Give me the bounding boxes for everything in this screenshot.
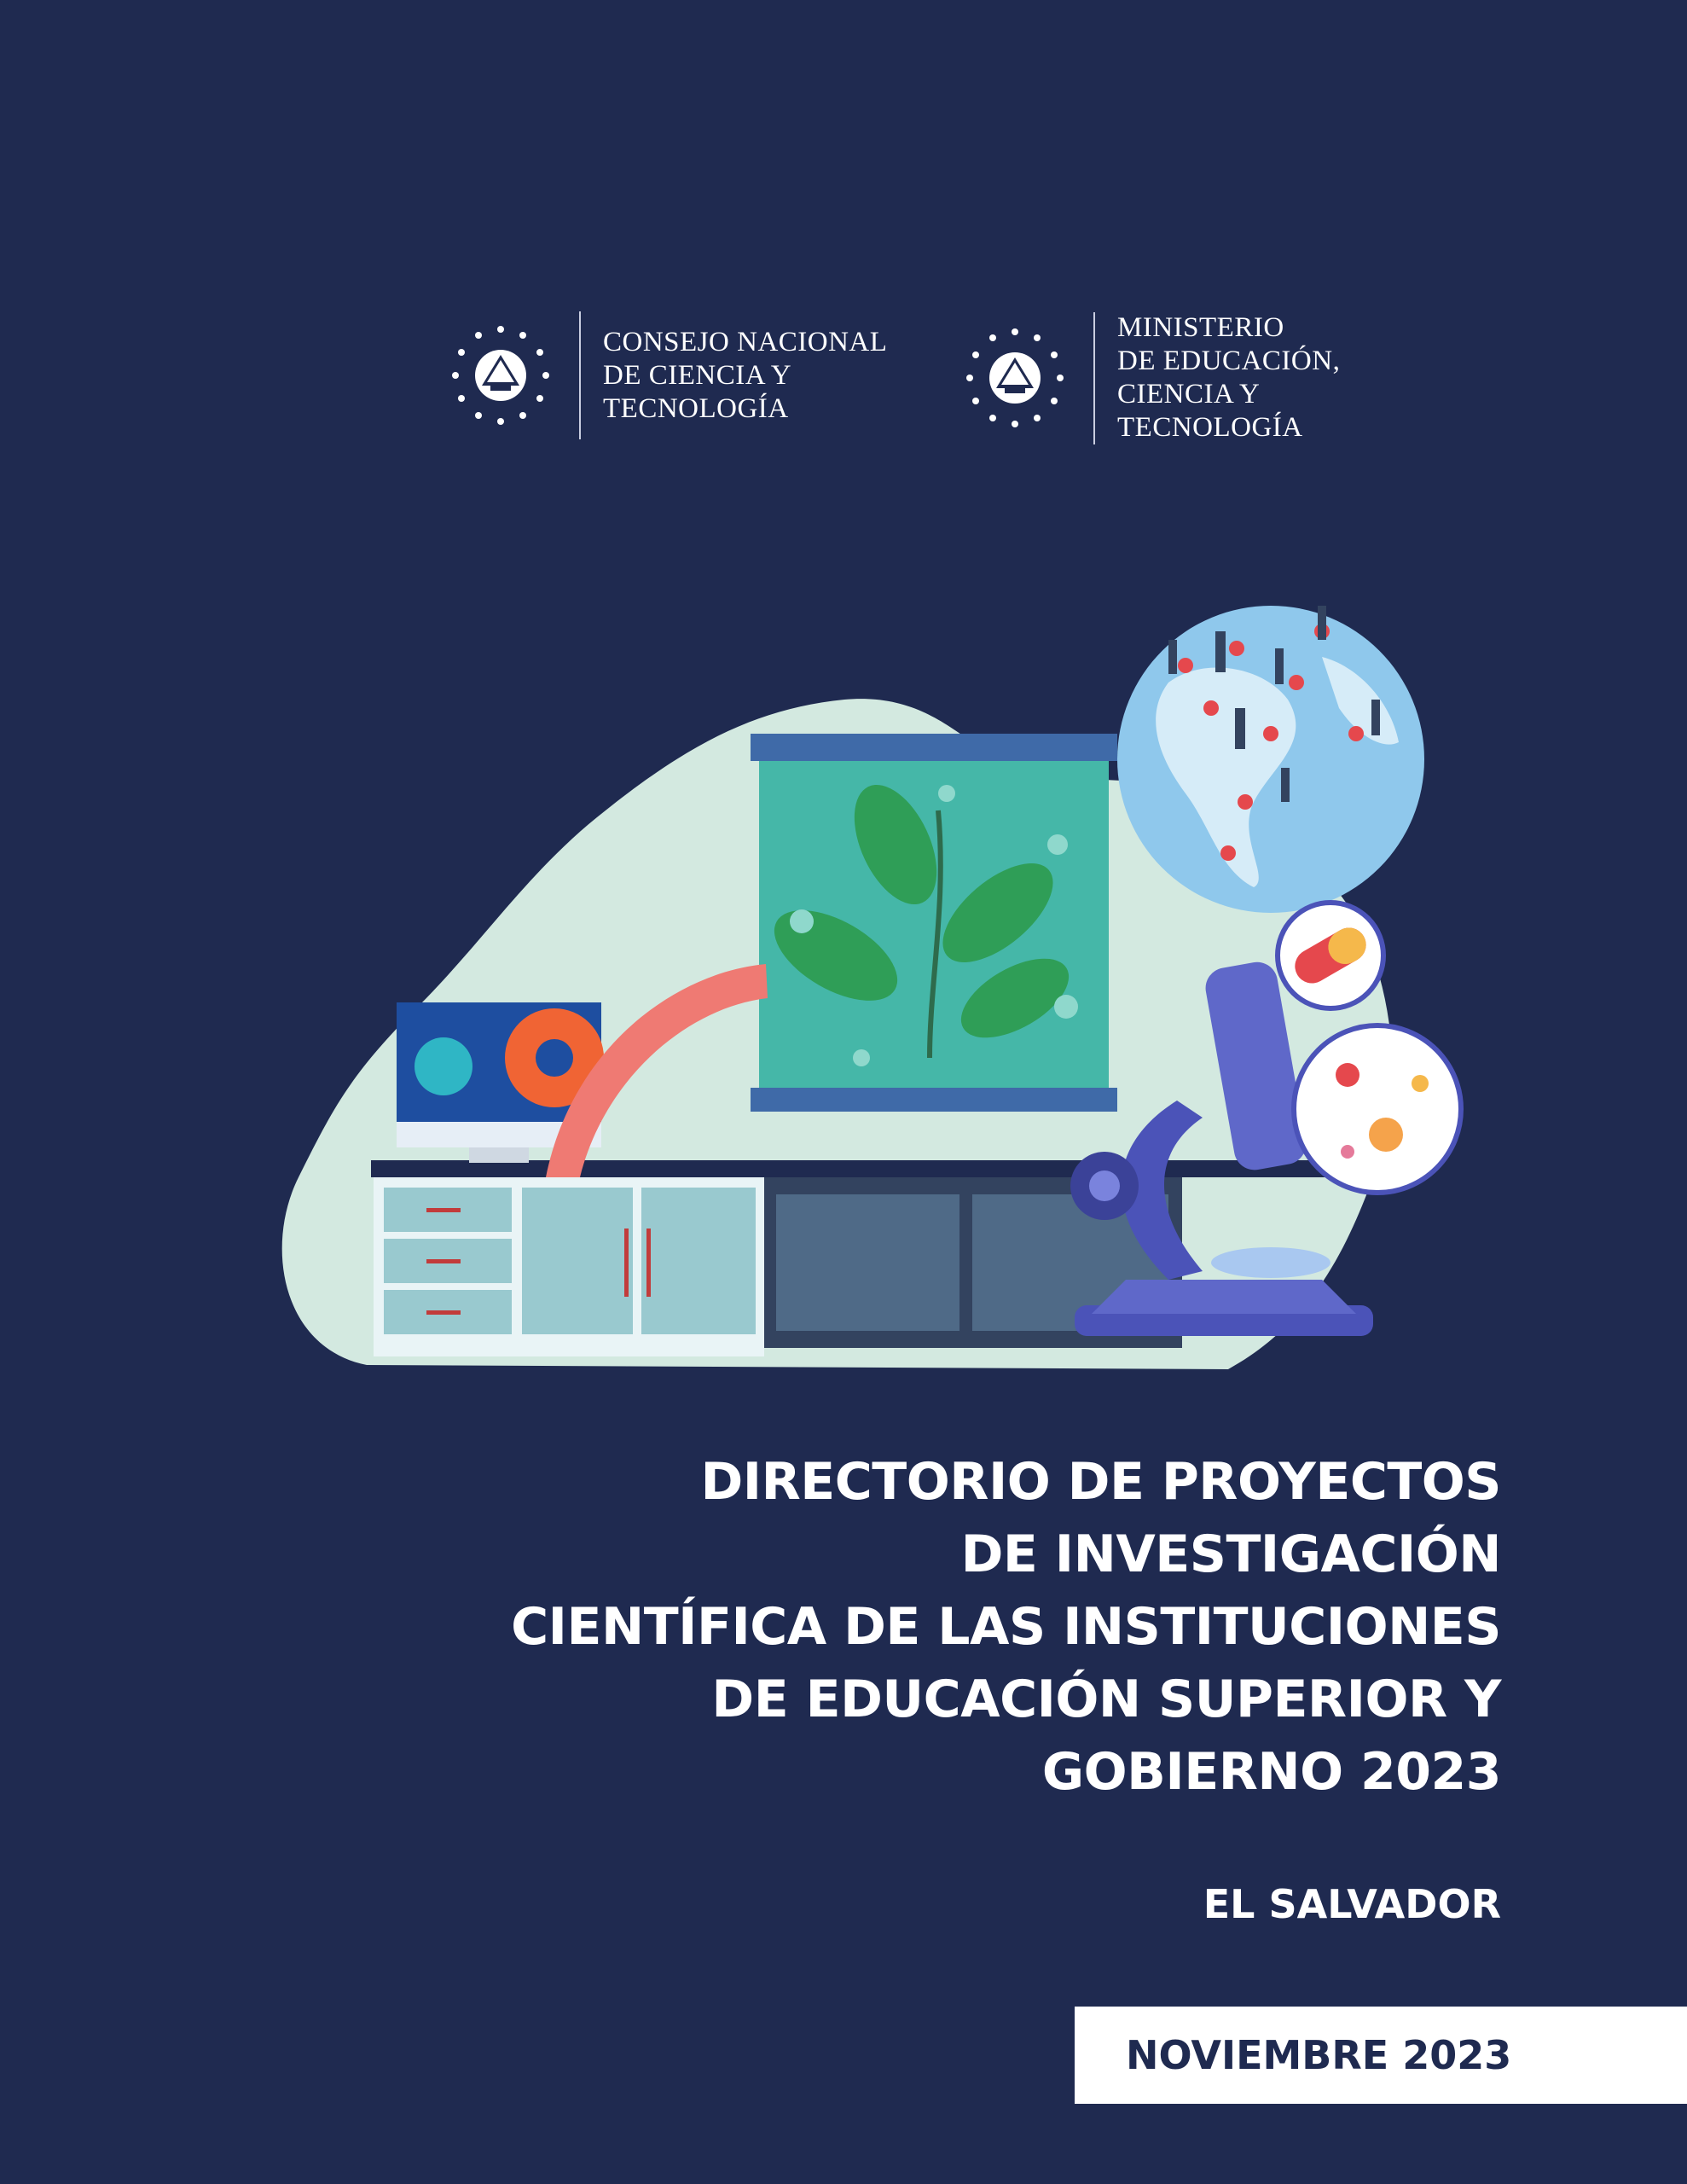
el-salvador-seal-icon [962, 325, 1068, 431]
title-line: DE INVESTIGACIÓN [960, 1525, 1501, 1584]
org-name-consejo [603, 326, 887, 426]
title-line: CIENTÍFICA DE LAS INSTITUCIONES [511, 1597, 1501, 1657]
org-line: TECNOLOGÍA [1117, 412, 1303, 443]
org-line: TECNOLOGÍA [603, 392, 789, 424]
document-title [307, 1446, 1501, 1809]
title-line: GOBIERNO 2023 [1041, 1742, 1501, 1802]
org-line: MINISTERIO [1117, 312, 1284, 343]
org-line: CIENCIA Y [1117, 379, 1261, 410]
el-salvador-seal-icon [448, 322, 554, 428]
org-line: DE CIENCIA Y [603, 359, 792, 391]
science-lab-illustration [247, 597, 1527, 1382]
logo-divider [579, 311, 581, 439]
magnified-cells-icon [1294, 1025, 1461, 1193]
logo-consejo-nacional [448, 311, 887, 439]
logo-divider [1093, 312, 1095, 444]
org-name-ministerio [1117, 311, 1340, 444]
title-line: DE EDUCACIÓN SUPERIOR Y [711, 1670, 1501, 1729]
title-line: DIRECTORIO DE PROYECTOS [700, 1452, 1501, 1512]
org-line: DE EDUCACIÓN, [1117, 346, 1341, 376]
country-label: EL SALVADOR [1203, 1881, 1501, 1927]
date-banner [1075, 2007, 1687, 2104]
magnified-pill-icon [1278, 903, 1383, 1008]
globe-icon [1117, 606, 1424, 913]
publication-date: NOVIEMBRE 2023 [1126, 2032, 1512, 2078]
plant-tank-icon [751, 734, 1117, 1112]
org-line: CONSEJO NACIONAL [603, 326, 888, 357]
logo-ministerio-educacion [962, 311, 1340, 444]
